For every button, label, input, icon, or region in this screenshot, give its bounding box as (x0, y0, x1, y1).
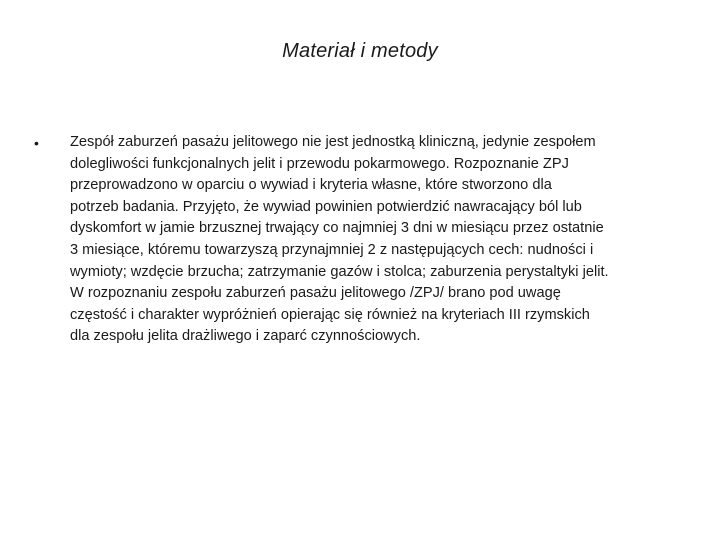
slide-title: Materiał i metody (282, 40, 438, 62)
paragraph-line: potrzeb badania. Przyjęto, że wywiad powinien potwierdzić nawracający ból lub (70, 198, 582, 215)
paragraph-line: Zespół zaburzeń pasażu jelitowego nie jest jednostką kliniczną, jedynie zespołem (70, 134, 596, 150)
bullet-icon: • (34, 135, 39, 151)
paragraph-line: wymioty; wzdęcie brzucha; zatrzymanie gazów i stolca; zaburzenia perystaltyki jelit. (70, 263, 609, 280)
paragraph-line: dla zespołu jelita drażliwego i zaparć czynnościowych. (70, 328, 421, 345)
paragraph-line: W rozpoznaniu zespołu zaburzeń pasażu jelitowego /ZPJ/ brano pod uwagę (70, 285, 561, 302)
bullet-paragraph (70, 132, 694, 348)
paragraph-line: częstość i charakter wypróżnień opierając się również na kryteriach III rzymskich (70, 306, 590, 323)
paragraph-line: przeprowadzono w oparciu o wywiad i kryteria własne, które stworzono dla (70, 177, 552, 194)
paragraph-line: 3 miesiące, któremu towarzyszą przynajmniej 2 z następujących cech: nudności i (70, 241, 594, 258)
bullet-item (34, 132, 694, 348)
paragraph-line: dolegliwości funkcjonalnych jelit i przewodu pokarmowego. Rozpoznanie ZPJ (70, 155, 569, 172)
paragraph-line: dyskomfort w jamie brzusznej trwający co najmniej 3 dni w miesiącu przez ostatnie (70, 220, 604, 237)
